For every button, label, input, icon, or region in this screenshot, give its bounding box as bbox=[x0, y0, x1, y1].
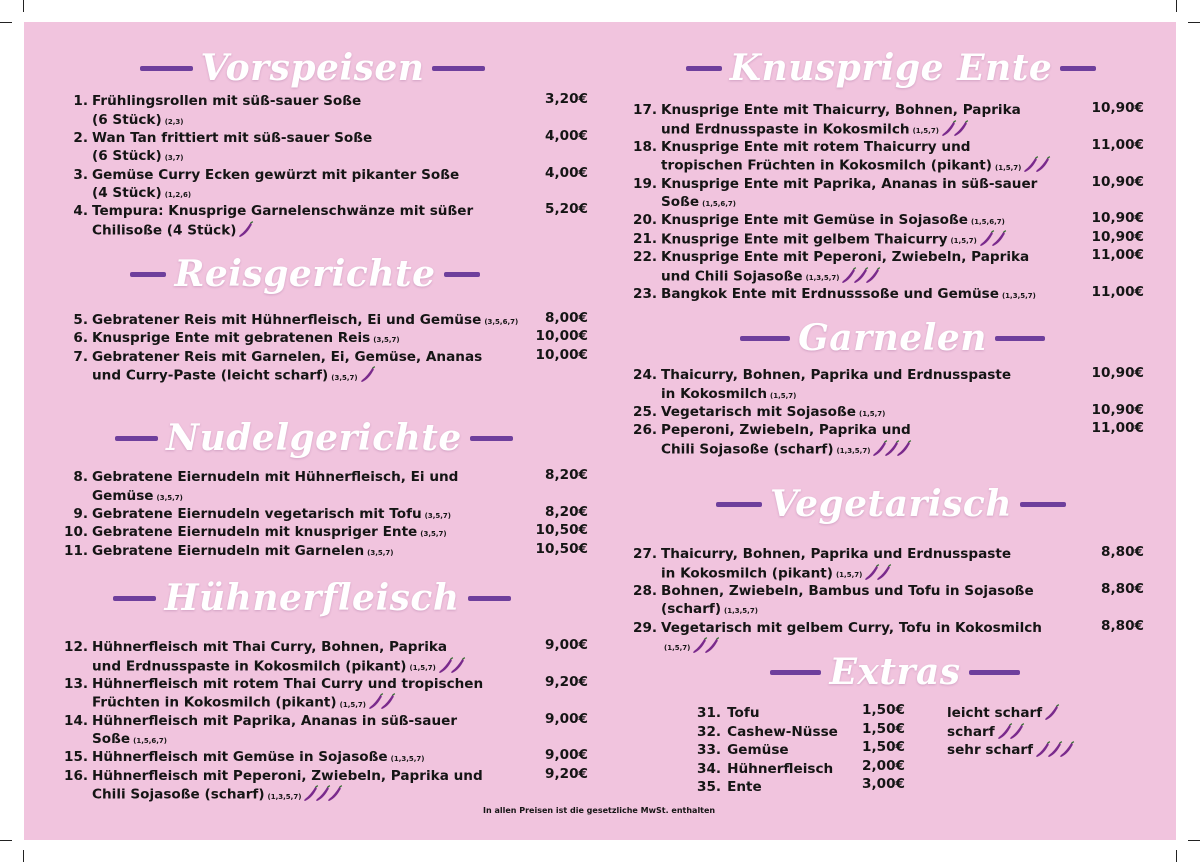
menu-item bbox=[633, 138, 1051, 177]
heading-bar-left bbox=[130, 272, 166, 277]
heading-bar-right bbox=[995, 336, 1045, 341]
item-number: 35. bbox=[697, 779, 722, 795]
menu-item bbox=[64, 92, 361, 131]
menu-item bbox=[64, 675, 483, 714]
allergen-codes: (1,5,7) bbox=[664, 644, 691, 653]
item-name-continued: (6 Stück) bbox=[92, 111, 162, 128]
menu-item bbox=[64, 202, 473, 239]
item-number: 17. bbox=[633, 102, 658, 118]
item-price: 9,20€ bbox=[545, 765, 588, 782]
item-name: Gebratene Eiernudeln mit Hühnerfleisch, Ei und bbox=[92, 469, 459, 485]
extra-item bbox=[697, 779, 762, 795]
item-number: 5. bbox=[73, 312, 88, 328]
chili-pepper-icon bbox=[238, 221, 254, 240]
item-name: Thaicurry, Bohnen, Paprika und Erdnusspaste bbox=[661, 546, 1012, 562]
item-name: Ente bbox=[727, 779, 762, 795]
chili-pepper-icon bbox=[1023, 156, 1051, 175]
item-number: 7. bbox=[73, 348, 88, 365]
spice-level-label: sehr scharf bbox=[947, 742, 1034, 758]
item-number: 25. bbox=[633, 403, 658, 420]
heading-bar-left bbox=[686, 66, 722, 71]
item-number: 16. bbox=[64, 767, 89, 784]
section-heading bbox=[140, 48, 485, 88]
item-name-continued: Chilisoße (4 Stück) bbox=[92, 222, 237, 239]
section-heading bbox=[716, 484, 1066, 524]
item-price: 11,00€ bbox=[1091, 420, 1144, 437]
item-name-continued: (6 Stück) bbox=[92, 148, 162, 165]
section-title: Reisgerichte bbox=[174, 253, 436, 295]
chili-pepper-icon bbox=[941, 120, 969, 139]
item-price: 11,00€ bbox=[1091, 136, 1144, 153]
section-heading bbox=[740, 318, 1045, 358]
chili-pepper-icon bbox=[997, 723, 1025, 741]
heading-bar-right bbox=[969, 670, 1020, 675]
allergen-codes: (1,5,7) bbox=[950, 237, 977, 246]
section-heading bbox=[130, 254, 480, 294]
item-price: 9,00€ bbox=[545, 747, 588, 764]
menu-item bbox=[633, 248, 1029, 287]
allergen-codes: (3,7) bbox=[164, 154, 184, 163]
item-number: 24. bbox=[633, 367, 658, 383]
item-price: 1,50€ bbox=[862, 720, 905, 737]
item-price: 8,80€ bbox=[1101, 544, 1144, 560]
section-heading bbox=[113, 578, 511, 618]
allergen-codes: (1,5,6,7) bbox=[702, 200, 736, 209]
chili-pepper-icon bbox=[864, 564, 892, 583]
heading-bar-right bbox=[1020, 502, 1066, 507]
menu-item bbox=[633, 582, 1034, 621]
item-name-continued: Gemüse bbox=[92, 487, 154, 504]
section-title: Hühnerfleisch bbox=[164, 577, 460, 619]
item-name-continued: und Curry-Paste (leicht scharf) bbox=[92, 367, 329, 384]
item-number: 21. bbox=[633, 231, 658, 248]
item-number: 6. bbox=[73, 330, 88, 347]
item-number: 19. bbox=[633, 175, 658, 192]
menu-item bbox=[64, 712, 457, 751]
heading-bar-left bbox=[716, 502, 762, 507]
item-price: 10,50€ bbox=[535, 522, 588, 539]
menu-item bbox=[633, 545, 1011, 584]
item-price: 9,20€ bbox=[545, 673, 588, 690]
menu-item bbox=[64, 767, 483, 806]
item-number: 29. bbox=[633, 619, 658, 636]
item-name: Frühlingsrollen mit süß-sauer Soße bbox=[92, 93, 362, 109]
allergen-codes: (3,5,7) bbox=[373, 336, 400, 345]
extra-item bbox=[697, 742, 789, 758]
item-name: Bangkok Ente mit Erdnusssoße und Gemüse bbox=[661, 286, 999, 302]
chili-pepper-icon bbox=[979, 230, 1007, 249]
item-number: 15. bbox=[64, 749, 89, 766]
item-name: Wan Tan frittiert mit süß-sauer Soße bbox=[92, 129, 373, 146]
item-price: 10,00€ bbox=[535, 346, 588, 363]
chili-pepper-icon bbox=[1044, 704, 1060, 722]
chili-pepper-icon bbox=[303, 785, 343, 804]
item-name-continued: (4 Stück) bbox=[92, 185, 162, 202]
item-number: 34. bbox=[697, 760, 722, 777]
item-number: 23. bbox=[633, 286, 658, 302]
item-name: Peperoni, Zwiebeln, Paprika und bbox=[661, 422, 911, 439]
chili-pepper-icon bbox=[360, 366, 376, 385]
allergen-codes: (1,5,6,7) bbox=[133, 737, 167, 746]
item-price: 8,00€ bbox=[545, 310, 588, 326]
item-number: 14. bbox=[64, 712, 89, 729]
chili-pepper-icon bbox=[368, 693, 396, 712]
item-number: 33. bbox=[697, 742, 722, 758]
extra-item bbox=[697, 705, 760, 721]
item-number: 32. bbox=[697, 723, 722, 740]
item-number: 20. bbox=[633, 212, 658, 229]
crop-mark bbox=[1176, 850, 1177, 862]
item-price: 11,00€ bbox=[1091, 284, 1144, 300]
menu-item bbox=[633, 285, 1036, 306]
item-name: Hühnerfleisch mit Thai Curry, Bohnen, Paprika bbox=[92, 639, 448, 655]
item-price: 8,80€ bbox=[1101, 580, 1144, 597]
item-name: Gebratene Eiernudeln vegetarisch mit Tofu bbox=[92, 505, 422, 522]
item-name: Knusprige Ente mit Thaicurry, Bohnen, Paprika bbox=[661, 102, 1021, 118]
allergen-codes: (2,3) bbox=[164, 117, 184, 126]
item-name: Hühnerfleisch bbox=[727, 760, 834, 777]
item-price: 1,50€ bbox=[862, 739, 905, 755]
allergen-codes: (1,3,5,7) bbox=[267, 792, 302, 801]
item-price: 10,00€ bbox=[535, 328, 588, 345]
item-price: 9,00€ bbox=[545, 710, 588, 727]
item-price: 8,80€ bbox=[1101, 617, 1144, 634]
allergen-codes: (1,5,7) bbox=[995, 163, 1022, 172]
crop-mark bbox=[0, 840, 12, 841]
item-price: 8,20€ bbox=[545, 467, 588, 483]
section-title: Extras bbox=[829, 651, 961, 693]
item-name: Vegetarisch mit Sojasoße bbox=[661, 403, 856, 420]
allergen-codes: (1,5,7) bbox=[859, 409, 886, 418]
item-number: 28. bbox=[633, 582, 658, 599]
menu-item bbox=[633, 175, 1037, 214]
chili-pepper-icon bbox=[692, 637, 720, 656]
chili-pepper-icon bbox=[438, 657, 466, 676]
item-name: Tofu bbox=[727, 705, 760, 721]
item-number: 1. bbox=[73, 93, 88, 109]
section-title: Knusprige Ente bbox=[729, 47, 1053, 89]
item-name-continued: (scharf) bbox=[661, 601, 722, 618]
section-title: Garnelen bbox=[798, 317, 987, 359]
allergen-codes: (3,5,7) bbox=[156, 493, 183, 502]
allergen-codes: (1,2,6) bbox=[164, 191, 192, 200]
crop-mark bbox=[1188, 22, 1200, 23]
item-name: Gebratener Reis mit Hühnerfleisch, Ei und Gemüse bbox=[92, 312, 482, 328]
item-price: 1,50€ bbox=[862, 702, 905, 718]
item-price: 10,90€ bbox=[1091, 228, 1144, 245]
section-heading bbox=[115, 418, 513, 458]
item-name-continued: und Erdnusspaste in Kokosmilch bbox=[661, 120, 910, 137]
item-name-continued: in Kokosmilch (pikant) bbox=[661, 564, 833, 581]
menu-item bbox=[633, 421, 912, 460]
item-number: 13. bbox=[64, 675, 89, 692]
allergen-codes: (1,3,5,7) bbox=[836, 446, 871, 455]
allergen-codes: (1,5,7) bbox=[339, 700, 366, 709]
item-name: Hühnerfleisch mit Paprika, Ananas in süß-sauer bbox=[92, 712, 458, 729]
item-price: 10,90€ bbox=[1091, 173, 1144, 190]
chili-pepper-icon bbox=[1035, 741, 1075, 759]
item-name: Bohnen, Zwiebeln, Bambus und Tofu in Sojasoße bbox=[661, 582, 1034, 599]
item-number: 26. bbox=[633, 422, 658, 439]
item-name: Knusprige Ente mit Paprika, Ananas in süß-sauer bbox=[661, 175, 1038, 192]
allergen-codes: (1,3,5,7) bbox=[1001, 292, 1036, 300]
allergen-codes: (3,5,7) bbox=[331, 373, 358, 382]
item-name: Knusprige Ente mit rotem Thaicurry und bbox=[661, 138, 971, 155]
item-price: 10,90€ bbox=[1091, 365, 1144, 381]
menu-item bbox=[64, 166, 459, 205]
item-number: 2. bbox=[73, 129, 88, 146]
item-name: Hühnerfleisch mit Gemüse in Sojasoße bbox=[92, 749, 388, 766]
section-heading bbox=[686, 48, 1096, 88]
heading-bar-right bbox=[470, 436, 513, 441]
section-title: Nudelgerichte bbox=[166, 417, 462, 459]
item-price: 4,00€ bbox=[545, 164, 588, 181]
item-price: 2,00€ bbox=[862, 757, 905, 774]
item-name: Hühnerfleisch mit Peperoni, Zwiebeln, Paprika und bbox=[92, 767, 483, 784]
item-price: 3,00€ bbox=[862, 776, 905, 792]
item-name: Knusprige Ente mit gebratenen Reis bbox=[92, 330, 371, 347]
menu-item bbox=[633, 101, 1021, 140]
item-price: 5,20€ bbox=[545, 201, 588, 218]
section-title: Vegetarisch bbox=[769, 483, 1013, 525]
allergen-codes: (3,5,7) bbox=[367, 548, 394, 557]
item-name: Tempura: Knusprige Garnelenschwänze mit süßer bbox=[92, 203, 474, 220]
item-price: 8,20€ bbox=[545, 503, 588, 520]
heading-bar-left bbox=[113, 596, 156, 601]
item-number: 10. bbox=[64, 524, 89, 541]
item-name: Thaicurry, Bohnen, Paprika und Erdnusspaste bbox=[661, 367, 1012, 383]
chili-pepper-icon bbox=[872, 440, 912, 459]
section-title: Vorspeisen bbox=[200, 47, 425, 89]
item-price: 3,20€ bbox=[545, 91, 588, 107]
heading-bar-right bbox=[1060, 66, 1096, 71]
heading-bar-left bbox=[740, 336, 790, 341]
item-name-continued: und Chili Sojasoße bbox=[661, 267, 803, 284]
heading-bar-right bbox=[444, 272, 480, 277]
heading-bar-left bbox=[140, 66, 193, 71]
allergen-codes: (3,5,7) bbox=[424, 511, 451, 520]
item-number: 31. bbox=[697, 705, 722, 721]
crop-mark bbox=[0, 22, 12, 23]
item-name: Gemüse bbox=[727, 742, 789, 758]
item-price: 10,90€ bbox=[1091, 210, 1144, 227]
item-number: 3. bbox=[73, 166, 88, 183]
spice-level-label: leicht scharf bbox=[947, 705, 1043, 721]
item-number: 27. bbox=[633, 546, 658, 562]
allergen-codes: (1,5,7) bbox=[409, 663, 436, 672]
item-name-continued: in Kokosmilch bbox=[661, 385, 768, 402]
item-name-continued: Chili Sojasoße (scharf) bbox=[661, 440, 834, 457]
item-price: 4,00€ bbox=[545, 127, 588, 144]
item-name-continued: Früchten in Kokosmilch (pikant) bbox=[92, 694, 337, 711]
item-price: 10,90€ bbox=[1091, 100, 1144, 116]
item-name: Cashew-Nüsse bbox=[727, 723, 838, 740]
item-number: 22. bbox=[633, 249, 658, 266]
item-name-continued: Soße bbox=[92, 731, 131, 748]
item-name: Gebratene Eiernudeln mit knuspriger Ente bbox=[92, 524, 418, 541]
spice-legend-item bbox=[947, 723, 1025, 741]
crop-mark bbox=[1176, 0, 1177, 12]
allergen-codes: (3,5,6,7) bbox=[484, 318, 519, 326]
item-name-continued: tropischen Früchten in Kokosmilch (pikant) bbox=[661, 157, 993, 174]
item-price: 11,00€ bbox=[1091, 247, 1144, 264]
allergen-codes: (1,5,7) bbox=[835, 570, 863, 579]
crop-mark bbox=[23, 850, 24, 862]
allergen-codes: (1,3,5,7) bbox=[724, 607, 758, 616]
allergen-codes: (1,3,5,7) bbox=[390, 755, 425, 764]
extra-item bbox=[697, 724, 838, 740]
item-name: Gebratener Reis mit Garnelen, Ei, Gemüse, Ananas bbox=[92, 348, 483, 365]
vat-note: In allen Preisen ist die gesetzliche MwSt. enthalten bbox=[483, 806, 716, 815]
heading-bar-right bbox=[432, 66, 485, 71]
allergen-codes: (3,5,7) bbox=[420, 530, 447, 539]
section-heading bbox=[770, 652, 1020, 692]
crop-mark bbox=[23, 0, 24, 12]
item-name-continued: Soße bbox=[661, 194, 700, 211]
item-name-continued: Chili Sojasoße (scharf) bbox=[92, 786, 265, 803]
item-name: Knusprige Ente mit Gemüse in Sojasoße bbox=[661, 212, 968, 229]
menu-item bbox=[64, 129, 372, 168]
menu-item bbox=[64, 638, 466, 677]
allergen-codes: (1,5,7) bbox=[770, 391, 797, 400]
menu-item bbox=[633, 366, 1011, 405]
item-name: Knusprige Ente mit gelbem Thaicurry bbox=[661, 231, 948, 248]
item-price: 9,00€ bbox=[545, 637, 588, 653]
allergen-codes: (1,5,7) bbox=[912, 126, 939, 135]
item-number: 12. bbox=[64, 639, 89, 655]
extra-item bbox=[697, 761, 833, 777]
crop-mark bbox=[1188, 840, 1200, 841]
spice-legend-item bbox=[947, 704, 1060, 722]
item-price: 10,90€ bbox=[1091, 401, 1144, 418]
item-price: 10,50€ bbox=[535, 540, 588, 557]
menu-item bbox=[64, 542, 393, 563]
menu-item bbox=[64, 348, 482, 387]
spice-level-label: scharf bbox=[947, 723, 995, 740]
allergen-codes: (1,5,6,7) bbox=[970, 218, 1005, 227]
item-name: Knusprige Ente mit Peperoni, Zwiebeln, Paprika bbox=[661, 249, 1030, 266]
item-number: 4. bbox=[73, 203, 88, 220]
item-number: 11. bbox=[64, 542, 89, 559]
heading-bar-left bbox=[770, 670, 821, 675]
item-name: Vegetarisch mit gelbem Curry, Tofu in Kokosmilch bbox=[661, 619, 1042, 636]
item-name: Gebratene Eiernudeln mit Garnelen bbox=[92, 542, 365, 559]
item-name: Hühnerfleisch mit rotem Thai Curry und tropischen bbox=[92, 675, 484, 692]
menu-item bbox=[64, 468, 458, 507]
item-name-continued: und Erdnusspaste in Kokosmilch (pikant) bbox=[92, 657, 407, 674]
chili-pepper-icon bbox=[841, 267, 881, 286]
item-number: 8. bbox=[73, 469, 88, 485]
allergen-codes: (1,3,5,7) bbox=[805, 273, 840, 282]
heading-bar-left bbox=[115, 436, 158, 441]
item-number: 18. bbox=[633, 138, 658, 155]
heading-bar-right bbox=[468, 596, 511, 601]
spice-legend-item bbox=[947, 741, 1075, 759]
item-number: 9. bbox=[73, 505, 88, 522]
item-name: Gemüse Curry Ecken gewürzt mit pikanter Soße bbox=[92, 166, 460, 183]
